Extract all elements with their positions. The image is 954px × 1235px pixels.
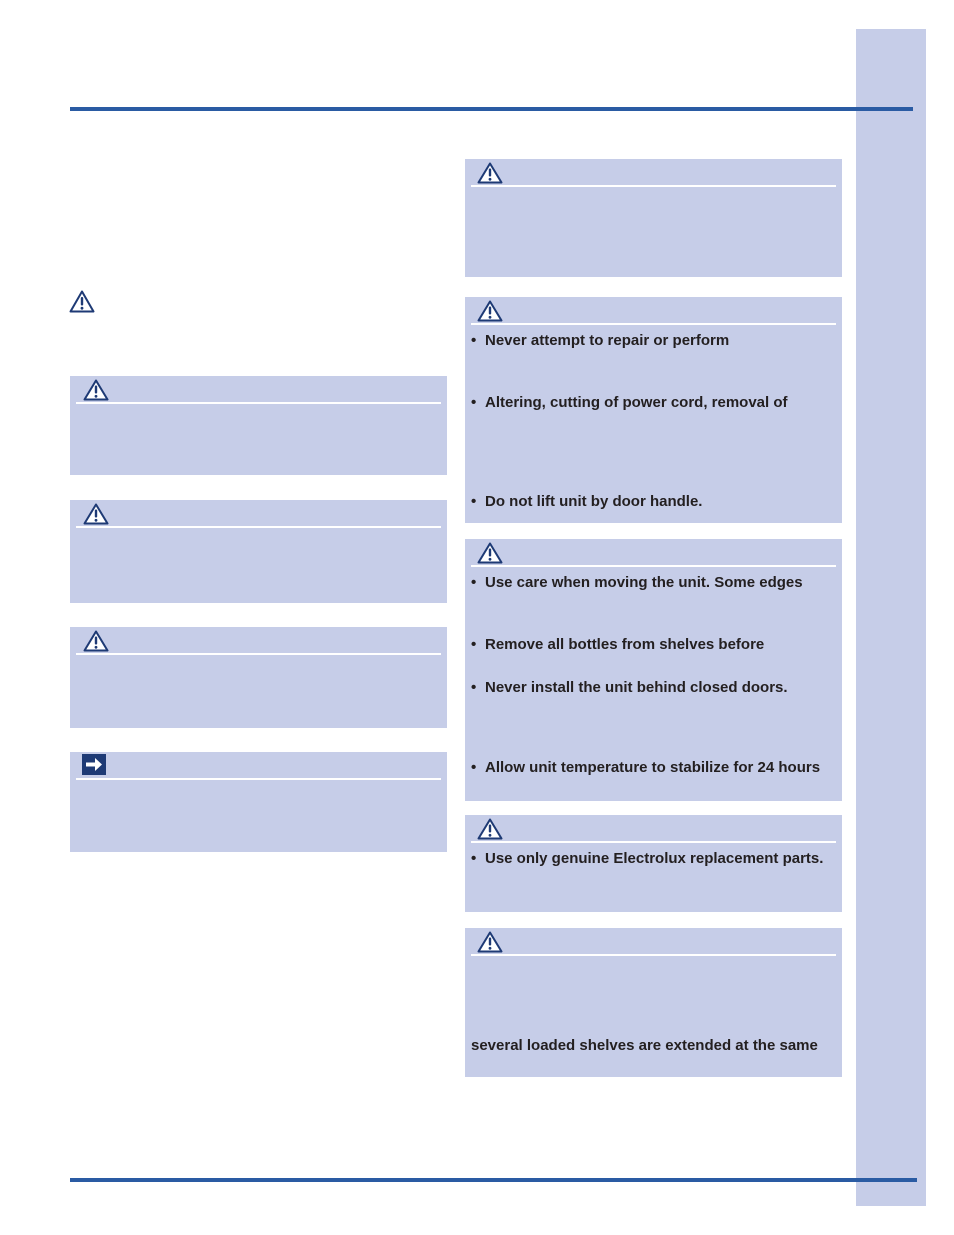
list-item: • Altering, cutting of power cord, removal of xyxy=(471,394,788,411)
top-rule xyxy=(70,107,913,111)
warning-header xyxy=(471,815,836,843)
warning-triangle-icon xyxy=(69,290,95,313)
warning-box xyxy=(465,159,842,277)
warning-header xyxy=(471,928,836,956)
bullet-text: Use only genuine Electrolux replacement parts. xyxy=(485,850,824,867)
bullet-text: Do not lift unit by door handle. xyxy=(485,493,703,510)
list-item: • Use only genuine Electrolux replacement parts. xyxy=(471,850,824,867)
warning-header xyxy=(471,297,836,325)
side-tab xyxy=(856,29,926,1206)
note-header xyxy=(76,752,441,780)
warning-box xyxy=(465,815,842,912)
bullet-text: Allow unit temperature to stabilize for 24 hours xyxy=(485,759,821,776)
warning-triangle-icon xyxy=(477,162,503,184)
list-item: • Use care when moving the unit. Some edges xyxy=(471,574,803,591)
bullet-text: Remove all bottles from shelves before xyxy=(485,636,765,653)
bullet-text: Never install the unit behind closed doors. xyxy=(485,679,788,696)
bullet-text: Use care when moving the unit. Some edges xyxy=(485,574,803,591)
warning-triangle-icon xyxy=(83,503,109,525)
warning-box xyxy=(70,627,447,728)
warning-triangle-icon xyxy=(477,931,503,953)
note-box xyxy=(70,752,447,852)
warning-box xyxy=(465,539,842,801)
arrow-right-icon xyxy=(82,754,106,775)
list-item: • Do not lift unit by door handle. xyxy=(471,493,703,510)
bottom-rule xyxy=(70,1178,917,1182)
warning-triangle-icon xyxy=(83,630,109,652)
list-item: • Never attempt to repair or perform xyxy=(471,332,730,349)
list-item: • Never install the unit behind closed doors. xyxy=(471,679,788,696)
warning-box xyxy=(70,500,447,603)
warning-header xyxy=(471,539,836,567)
warning-box xyxy=(465,928,842,1077)
list-item: • Remove all bottles from shelves before xyxy=(471,636,765,653)
bullet-text: Never attempt to repair or perform xyxy=(485,332,730,349)
list-item: • Allow unit temperature to stabilize for 24 hours xyxy=(471,759,821,776)
warning-triangle-icon xyxy=(83,379,109,401)
warning-text: several loaded shelves are extended at the same xyxy=(471,1037,818,1054)
warning-box xyxy=(465,297,842,523)
warning-header xyxy=(76,500,441,528)
warning-header xyxy=(76,627,441,655)
warning-header xyxy=(76,376,441,404)
warning-triangle-icon xyxy=(477,818,503,840)
warning-box xyxy=(70,376,447,475)
warning-triangle-icon xyxy=(477,300,503,322)
warning-header xyxy=(471,159,836,187)
warning-triangle-icon xyxy=(477,542,503,564)
bullet-text: Altering, cutting of power cord, removal of xyxy=(485,394,788,411)
